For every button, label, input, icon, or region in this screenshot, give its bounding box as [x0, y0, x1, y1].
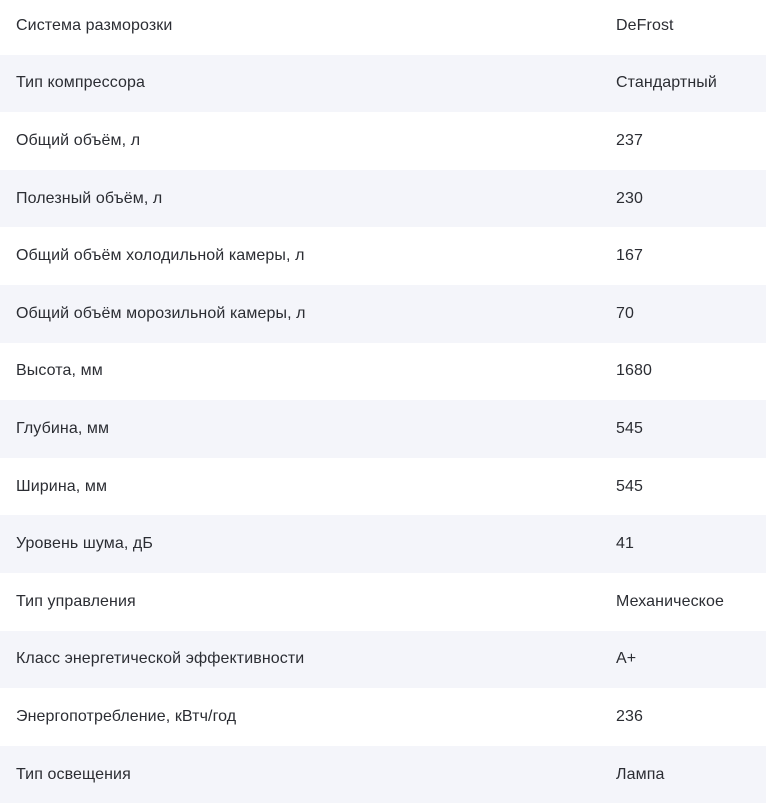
spec-value: 236 — [616, 707, 643, 725]
spec-row — [0, 170, 766, 228]
spec-value: DeFrost — [616, 16, 674, 34]
spec-row — [0, 55, 766, 113]
spec-label: Система разморозки — [16, 16, 173, 34]
spec-row — [0, 112, 766, 170]
spec-label: Общий объём морозильной камеры, л — [16, 304, 306, 322]
spec-label: Тип компрессора — [16, 74, 146, 92]
spec-label: Высота, мм — [16, 362, 103, 380]
spec-value: 230 — [616, 189, 643, 207]
spec-label: Общий объём холодильной камеры, л — [16, 247, 305, 265]
spec-label: Энергопотребление, кВтч/год — [16, 707, 237, 725]
spec-row — [0, 631, 766, 689]
spec-value: A+ — [616, 650, 637, 668]
spec-row — [0, 688, 766, 746]
spec-value: 545 — [616, 419, 643, 437]
spec-label: Глубина, мм — [16, 419, 110, 437]
spec-row — [0, 573, 766, 631]
spec-row — [0, 515, 766, 573]
spec-row — [0, 343, 766, 401]
spec-row — [0, 458, 766, 516]
spec-row — [0, 400, 766, 458]
spec-value: Лампа — [616, 765, 665, 783]
spec-label: Класс энергетической эффективности — [16, 650, 305, 668]
spec-value: Стандартный — [616, 74, 717, 92]
spec-value: 167 — [616, 247, 643, 265]
spec-label: Общий объём, л — [16, 131, 141, 149]
spec-value: 1680 — [616, 362, 652, 380]
spec-row — [0, 227, 766, 285]
spec-label: Ширина, мм — [16, 477, 108, 495]
spec-label: Уровень шума, дБ — [16, 535, 153, 553]
spec-value: 41 — [616, 535, 634, 553]
spec-value: 70 — [616, 304, 634, 322]
spec-label: Тип освещения — [16, 765, 131, 783]
spec-row — [0, 285, 766, 343]
spec-row — [0, 746, 766, 804]
spec-label: Полезный объём, л — [16, 189, 163, 207]
spec-value: 545 — [616, 477, 643, 495]
spec-row — [0, 0, 766, 55]
spec-value: Механическое — [616, 592, 724, 610]
spec-value: 237 — [616, 131, 643, 149]
spec-label: Тип управления — [16, 592, 136, 610]
